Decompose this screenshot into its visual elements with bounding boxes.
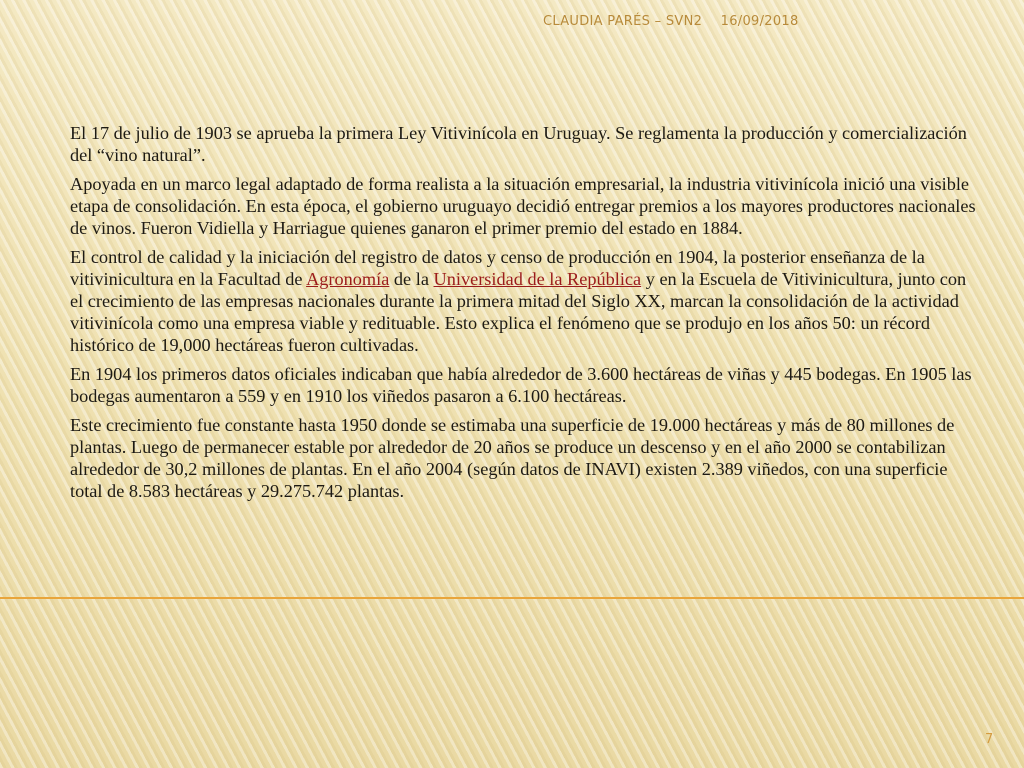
paragraph-3 [70,246,982,356]
agronomia-link[interactable]: Agronomía [306,269,390,289]
paragraph-5: Este crecimiento fue constante hasta 1950 donde se estimaba una superficie de 19.000 hectáreas y más de 80 millones de plantas. Luego de permanecer estable por alrededor de 20 años se produce un descenso y en el año 2000 se contabilizan alrededor de 30,2 millones de plantas. En el año 2004 (según datos de INAVI) existen 2.389 viñedos, con una superficie total de 8.583 hectáreas y 29.275.742 plantas. [70,415,955,501]
footer-divider [0,597,1024,599]
paragraph-3-text-end: y en la Escuela de Vitivinicultura, junto con el crecimiento de las empresas nacionales durante la primera mitad del Siglo XX, marcan la consolidación de la actividad vitivinícola como una empresa viable y redituable. Esto explica el fenómeno que se produjo en los años 50: un récord histórico de 19,000 hectáreas fueron cultivadas. [70,269,967,355]
date-label: 16/09/2018 [720,14,799,29]
paragraph-4: En 1904 los primeros datos oficiales indicaban que había alrededor de 3.600 hectáreas de viñas y 445 bodegas. En 1905 las bodegas aumentaron a 559 y en 1910 los viñedos pasaron a 6.100 hectáreas. [70,364,972,406]
paragraph-2: Apoyada en un marco legal adaptado de forma realista a la situación empresarial, la industria vitivinícola inició una visible etapa de consolidación. En esta época, el gobierno uruguayo decidió entregar premios a los mayores productores nacionales de vinos. Fueron Vidiella y Harriague quienes ganaron el primer premio del estado en 1884. [70,174,976,238]
universidad-link[interactable]: Universidad de la República [433,269,642,289]
paragraph-3-text-middle: de la [389,269,434,289]
slide-body [70,122,982,509]
paragraph-1: El 17 de julio de 1903 se aprueba la primera Ley Vitivinícola en Uruguay. Se reglamenta la producción y comercialización del “vino natural”. [70,123,967,165]
paragraph-3-text-start: El control de calidad y la iniciación del registro de datos y censo de producción en 1904, la posterior enseñanza de la vitivinicultura en la Facultad de [70,247,925,289]
page-number: 7 [985,732,994,747]
author-label: CLAUDIA PARÉS – SVN2 [543,14,703,29]
slide-header [543,14,799,29]
